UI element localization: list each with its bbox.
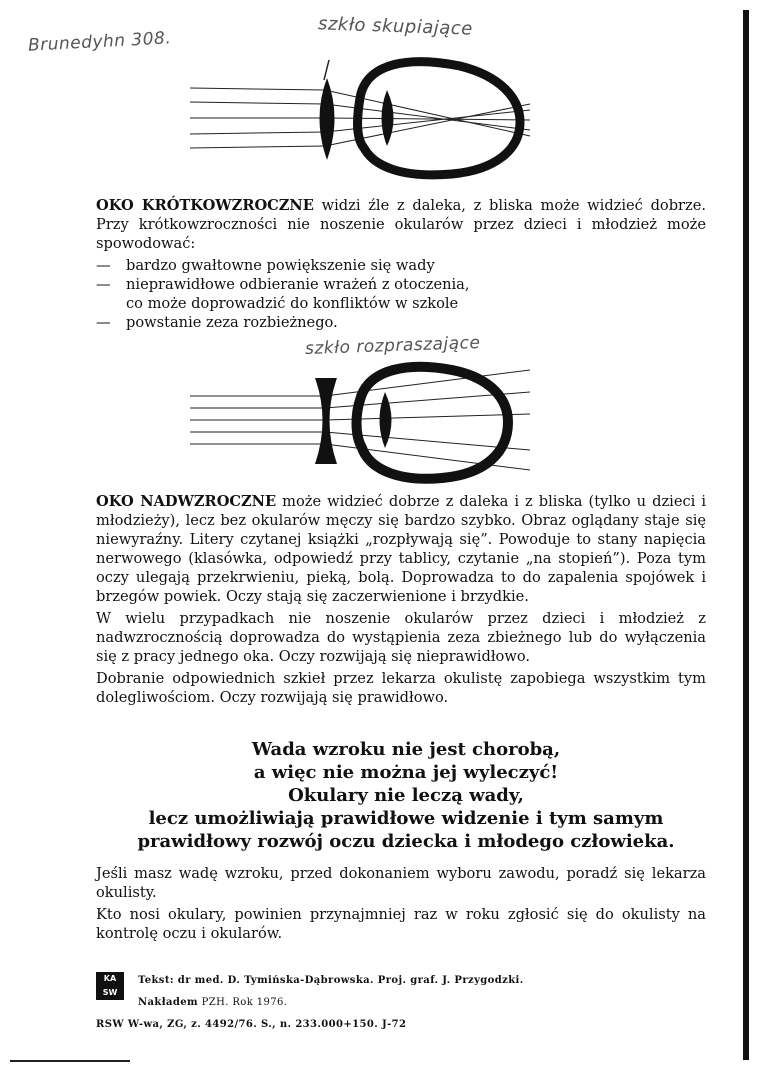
handwritten-note-top: szkło skupiające (317, 13, 474, 40)
eye-lens (382, 90, 394, 146)
slogan-line: a więc nie można jej wyleczyć! (253, 762, 559, 783)
slogan-line: prawidłowy rozwój oczu dziecka i młodego człowieka. (137, 831, 675, 852)
list-item: — nieprawidłowe odbieranie wrażeń z otoczenia, co może doprowadzić do konfliktów w szkole (96, 276, 470, 312)
pointer-line (324, 60, 329, 80)
section-hyperopia (96, 492, 706, 710)
handwritten-note-top-left: Brunedyhn 308. (27, 28, 172, 56)
slogan-line: lecz umożliwiają prawidłowe widzenie i tym samym (148, 808, 664, 829)
myopia-consequences-list (96, 256, 706, 332)
eye-lens (380, 392, 392, 448)
print-info-line: RSW W-wa, ZG, z. 4492/76. S., n. 233.000+150. J-72 (96, 1019, 407, 1030)
diverging-lens (315, 378, 337, 464)
list-item: — powstanie zeza rozbieżnego. (96, 314, 338, 331)
handwritten-note-middle: szkło rozpraszające (304, 332, 481, 360)
advice-paragraph-2: Kto nosi okulary, powinien przynajmniej raz w roku zgłosić się do okulisty na kontrolę oczu i okularów. (96, 906, 706, 942)
slogan-line: Wada wzroku nie jest chorobą, (251, 739, 561, 760)
page-edge-line (10, 1060, 130, 1062)
advice-section (96, 864, 706, 946)
eyeball-outline (357, 367, 509, 479)
publisher-logo: KA SW (96, 972, 124, 1000)
advice-paragraph-1: Jeśli masz wadę wzroku, przed dokonaniem wyboru zawodu, poradź się lekarza okulisty. (96, 865, 706, 901)
publisher-line: Nakładem PZH. Rok 1976. (138, 997, 288, 1008)
section-myopia (96, 196, 706, 332)
list-item: — bardzo gwałtowne powiększenie się wady (96, 257, 435, 274)
hyperopia-paragraph-1: może widzieć dobrze z daleka i z bliska (tylko u dzieci i młodzieży), lecz bez okularów męczy się bardzo szybko. Obraz oglądany staje się niewyraźny. Litery czytanej książki „rozpływają się”. Powoduje to stany napięcia nerwowego (klasówka, odpowiedź przy tablicy, czytanie „na stopień”). Poza tym oczy ulegają przekrwieniu, pieką, bolą. Doprowadza to do zapalenia spojówek i brzegów powiek. Oczy stają się zaczerwienione i brzydkie. (96, 493, 707, 605)
hyperopia-paragraph-2: W wielu przypadkach nie noszenie okularów przez dzieci i młodzież z nadwzrocznością doprowadza do wystąpienia zeza zbieżnego lub do wyłączenia się z pracy jednego oka. Oczy rozwijają się nieprawidłowo. (96, 610, 706, 665)
hyperopic-eye-diagram (190, 352, 550, 487)
myopic-eye-diagram (190, 50, 550, 180)
credits-line: Tekst: dr med. D. Tymińska-Dąbrowska. Proj. graf. J. Przygodzki. (138, 975, 524, 986)
myopia-intro: widzi źle z daleka, z bliska może widzieć dobrze. Przy krótkowzroczności nie noszenie okularów przez dzieci i młodzież może spowodować: (96, 197, 706, 252)
slogan-line: Okulary nie leczą wady, (288, 785, 524, 806)
hyperopia-title: OKO NADWZROCZNE (96, 493, 277, 510)
hyperopia-paragraph-3: Dobranie odpowiednich szkieł przez lekarza okulistę zapobiega wszystkim tym dolegliwościom. Oczy rozwijają się prawidłowo. (96, 670, 706, 706)
page-edge-shadow (743, 10, 749, 1060)
slogan-block (96, 738, 716, 853)
myopia-title: OKO KRÓTKOWZROCZNE (96, 197, 314, 214)
